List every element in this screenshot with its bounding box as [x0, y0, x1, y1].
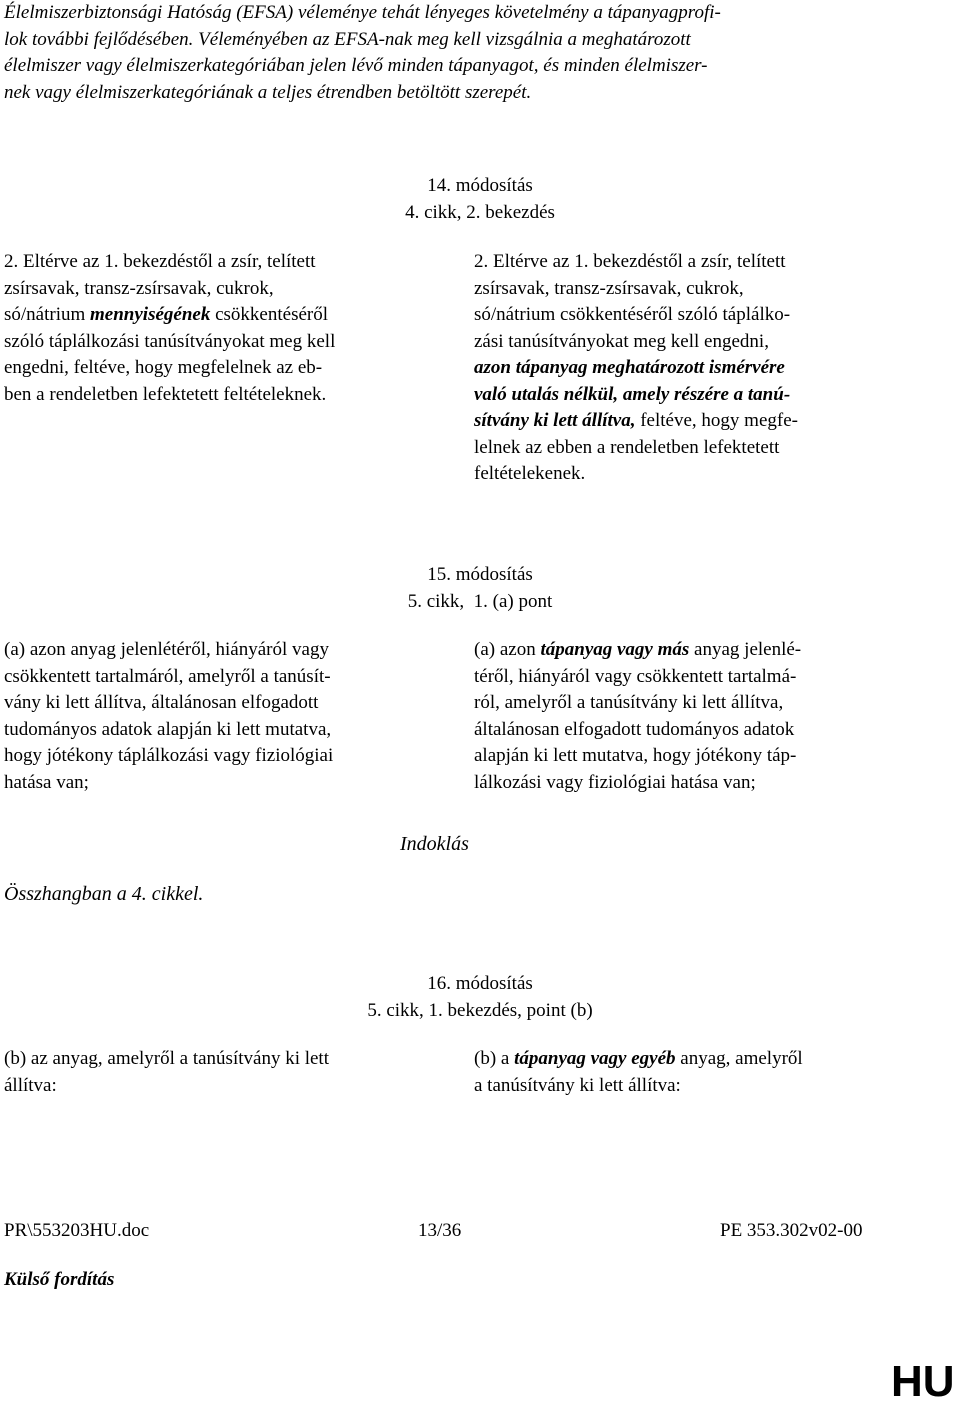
text-line: (a) azon anyag jelenlétéről, hiányáról vagy [4, 639, 329, 660]
text-line: lálkozási vagy fiziológiai hatása van; [474, 771, 756, 793]
text-line: zsírsavak, transz-zsírsavak, cukrok, [4, 277, 274, 299]
emphasized-line: való utalás nélkül, amely részére a tanú- [474, 383, 791, 405]
text-line: általánosan elfogadott tudományos adatok [474, 718, 795, 740]
text-line: (b) az anyag, amelyről a tanúsítvány ki lett [4, 1048, 329, 1069]
text-segment: (b) a [474, 1048, 515, 1069]
text-segment: anyag, amelyről [675, 1048, 803, 1069]
text-line [474, 637, 884, 664]
text-segment: feltéve, hogy megfe- [635, 410, 798, 431]
intro-line: élelmiszer vagy élelmiszerkategóriában jelen lévő minden tápanyagot, és minden élelmiszer- [4, 55, 708, 76]
intro-line: Élelmiszerbiztonsági Hatóság (EFSA) véleménye tehát lényeges követelmény a tápanyagprofi- [4, 2, 721, 23]
text-line [474, 408, 884, 435]
text-line [474, 1046, 884, 1073]
amendment-16-original-text [4, 1046, 419, 1099]
text-segment: (a) azon [474, 639, 541, 660]
external-translation-note: Külső fordítás [4, 1269, 115, 1290]
emphasized-line: azon tápanyag meghatározott ismérvére [474, 357, 785, 378]
text-line: 2. Eltérve az 1. bekezdéstől a zsír, telített [4, 251, 316, 272]
text-segment: csökkentéséről [210, 304, 329, 325]
intro-line: nek vagy élelmiszerkategóriának a teljes étrendben betöltött szerepét. [4, 81, 532, 103]
intro-line: lok további fejlődésében. Véleményében az EFSA-nak meg kell vizsgálnia a meghatározott [4, 28, 691, 50]
amendment-reference: 4. cikk, 2. bekezdés [405, 202, 555, 223]
text-segment: anyag jelenlé- [689, 639, 802, 660]
footer-page-number: 13/36 [418, 1220, 462, 1241]
amendment-16-heading [0, 970, 960, 1024]
amendment-number: 16. módosítás [427, 973, 533, 994]
text-line: hatása van; [4, 771, 89, 793]
amendment-16-amended-text [474, 1046, 884, 1099]
text-line: só/nátrium csökkentéséről szóló táplálko- [474, 304, 791, 325]
text-line: engedni, feltéve, hogy megfelelnek az eb- [4, 357, 323, 378]
amendment-reference: 5. cikk, 1. (a) pont [407, 591, 553, 612]
text-line: zási tanúsítványokat meg kell engedni, [474, 330, 769, 352]
text-line: a tanúsítvány ki lett állítva: [474, 1074, 681, 1096]
footer-pe-reference: PE 353.302v02-00 [720, 1220, 863, 1241]
intro-paragraph [4, 0, 954, 106]
text-line: alapján ki lett mutatva, hogy jótékony táp- [474, 745, 797, 766]
emphasized-text: tápanyag vagy más [540, 639, 690, 660]
amendment-15-original-text [4, 637, 419, 796]
text-line: zsírsavak, transz-zsírsavak, cukrok, [474, 277, 744, 299]
text-line: szóló táplálkozási tanúsítványokat meg kell [4, 330, 336, 352]
amendment-15-amended-text [474, 637, 884, 796]
text-segment: só/nátrium [4, 304, 91, 325]
footer-doc-reference: PR\553203HU.doc [4, 1220, 150, 1241]
text-line: hogy jótékony táplálkozási vagy fiziológiai [4, 745, 334, 766]
text-line: feltételekenek. [474, 463, 586, 484]
text-line: vány ki lett állítva, általánosan elfogadott [4, 692, 319, 713]
text-line: tudományos adatok alapján ki lett mutatva, [4, 718, 332, 740]
amendment-14-amended-text [474, 249, 884, 488]
emphasized-text: sítvány ki lett állítva, [474, 410, 636, 431]
amendment-14-heading [0, 172, 960, 226]
text-line: csökkentett tartalmáról, amelyről a tanúsít- [4, 665, 331, 687]
amendment-number: 15. módosítás [427, 564, 533, 585]
amendment-14-original-text [4, 249, 419, 408]
justification-title: Indoklás [400, 833, 469, 855]
text-line: lelnek az ebben a rendeletben lefektetett [474, 436, 780, 458]
amendment-number: 14. módosítás [427, 175, 533, 196]
amendment-15-heading [0, 561, 960, 615]
text-line: ben a rendeletben lefektetett feltételeknek. [4, 383, 327, 405]
amendment-reference: 5. cikk, 1. bekezdés, point (b) [367, 1000, 593, 1021]
text-line [4, 302, 419, 329]
text-line: ról, amelyről a tanúsítvány ki lett állítva, [474, 692, 784, 713]
text-line: 2. Eltérve az 1. bekezdéstől a zsír, telített [474, 251, 786, 272]
emphasized-text: tápanyag vagy egyéb [514, 1048, 676, 1069]
text-line: téről, hiányáról vagy csökkentett tartalmá- [474, 665, 797, 687]
language-code: HU [891, 1357, 955, 1406]
emphasized-text: mennyiségének [90, 304, 211, 325]
text-line: állítva: [4, 1074, 57, 1096]
justification-text: Összhangban a 4. cikkel. [4, 883, 204, 905]
